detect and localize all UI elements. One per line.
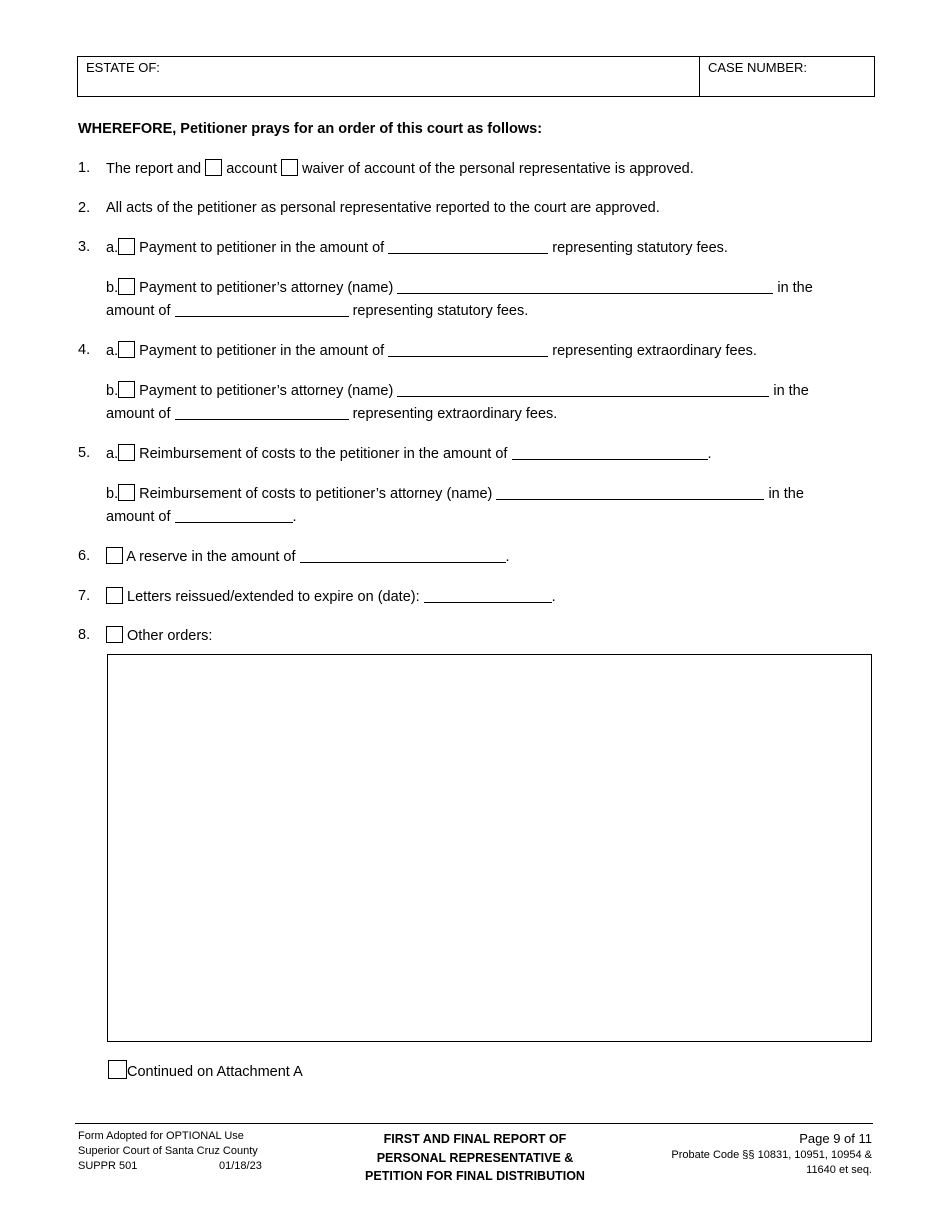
item-number: 7. — [78, 588, 91, 604]
reserve-checkbox[interactable] — [106, 547, 123, 564]
estate-of-field[interactable] — [78, 57, 700, 96]
item-letter: b. — [106, 280, 119, 296]
item-text: A reserve in the amount of — [126, 549, 296, 565]
item-text: representing extraordinary fees. — [352, 406, 558, 422]
item-text: Payment to petitioner’s attorney (name) — [139, 280, 394, 296]
item-letter: b. — [106, 486, 119, 502]
item-text: in the — [768, 486, 804, 502]
item-5b-checkbox[interactable] — [118, 484, 135, 501]
item-text: . — [505, 549, 510, 565]
item-text: amount of — [106, 509, 171, 525]
attorney-statutory-amount-field[interactable] — [175, 302, 349, 317]
item-text: representing statutory fees. — [352, 303, 529, 319]
item-8 — [106, 626, 212, 645]
item-text: account — [226, 161, 277, 177]
item-3b-cont — [106, 302, 528, 320]
item-text: The report and — [106, 161, 202, 177]
item-6 — [106, 547, 510, 566]
item-text: Other orders: — [127, 628, 213, 644]
item-5b — [106, 484, 804, 503]
item-4a-checkbox[interactable] — [118, 341, 135, 358]
item-1 — [106, 159, 694, 178]
caption-box — [77, 56, 875, 97]
page-number: Page 9 of 11 — [799, 1131, 872, 1146]
item-text: . — [551, 589, 556, 605]
item-text: representing statutory fees. — [552, 240, 728, 256]
prayer-heading: WHEREFORE, Petitioner prays for an order of this court as follows: — [78, 121, 543, 137]
item-letter: a. — [106, 446, 119, 462]
footer-divider — [75, 1123, 873, 1124]
probate-code-text: Probate Code §§ 10831, 10951, 10954 & — [671, 1149, 872, 1161]
attorney-name-field[interactable] — [496, 485, 764, 500]
item-number: 8. — [78, 627, 91, 643]
court-name-text: Superior Court of Santa Cruz County — [78, 1145, 258, 1157]
item-text: amount of — [106, 406, 171, 422]
form-title — [325, 1130, 625, 1186]
report-checkbox[interactable] — [205, 159, 222, 176]
item-number: 3. — [78, 239, 91, 255]
item-5a — [106, 444, 712, 463]
continued-checkbox[interactable] — [108, 1060, 127, 1079]
item-4b-checkbox[interactable] — [118, 381, 135, 398]
estate-of-label: ESTATE OF: — [86, 60, 160, 75]
form-title-line: FIRST AND FINAL REPORT OF — [383, 1132, 567, 1146]
item-text: Payment to petitioner in the amount of — [139, 343, 385, 359]
item-text: Payment to petitioner in the amount of — [139, 240, 385, 256]
form-adopted-text: Form Adopted for OPTIONAL Use — [78, 1130, 244, 1142]
item-text: in the — [773, 383, 809, 399]
attorney-name-field[interactable] — [397, 279, 773, 294]
item-letter: b. — [106, 383, 119, 399]
item-text: Payment to petitioner’s attorney (name) — [139, 383, 394, 399]
reimbursement-amount-field[interactable] — [512, 445, 708, 460]
item-4b-cont — [106, 405, 557, 423]
item-3b-checkbox[interactable] — [118, 278, 135, 295]
item-7 — [106, 587, 556, 606]
other-orders-textarea[interactable] — [107, 654, 872, 1042]
continued-label: Continued on Attachment A — [127, 1064, 303, 1080]
form-date-text: 01/18/23 — [219, 1160, 262, 1172]
item-3b — [106, 278, 813, 297]
item-5a-checkbox[interactable] — [118, 444, 135, 461]
item-number: 1. — [78, 160, 91, 176]
extraordinary-fee-amount-field[interactable] — [388, 342, 548, 357]
item-text: Letters reissued/extended to expire on (date): — [127, 589, 420, 605]
item-letter: a. — [106, 343, 119, 359]
case-number-field[interactable] — [700, 57, 876, 96]
footer-right — [600, 1130, 872, 1178]
item-number: 2. — [78, 200, 91, 216]
attorney-name-field[interactable] — [397, 382, 769, 397]
item-number: 4. — [78, 342, 91, 358]
item-4b — [106, 381, 809, 400]
item-4a — [106, 341, 757, 360]
item-text: in the — [777, 280, 813, 296]
statutory-fee-amount-field[interactable] — [388, 239, 548, 254]
case-number-label: CASE NUMBER: — [708, 60, 807, 75]
item-number: 6. — [78, 548, 91, 564]
attorney-reimbursement-amount-field[interactable] — [175, 508, 293, 523]
item-text: representing extraordinary fees. — [552, 343, 757, 359]
continued-row — [108, 1060, 303, 1081]
item-text: . — [292, 509, 297, 525]
item-text: Reimbursement of costs to the petitioner in the amount of — [139, 446, 508, 462]
expiration-date-field[interactable] — [424, 588, 552, 603]
item-number: 5. — [78, 445, 91, 461]
form-title-line: PETITION FOR FINAL DISTRIBUTION — [365, 1169, 585, 1183]
item-2-text: All acts of the petitioner as personal representative reported to the court are approved. — [106, 200, 660, 216]
item-3a-checkbox[interactable] — [118, 238, 135, 255]
form-number-text: SUPPR 501 — [78, 1160, 138, 1172]
item-text: waiver of account of the personal representative is approved. — [302, 161, 694, 177]
probate-code-text: 11640 et seq. — [806, 1164, 872, 1176]
attorney-extraordinary-amount-field[interactable] — [175, 405, 349, 420]
item-3a — [106, 238, 728, 257]
other-orders-checkbox[interactable] — [106, 626, 123, 643]
item-text: . — [707, 446, 712, 462]
item-letter: a. — [106, 240, 119, 256]
item-text: amount of — [106, 303, 171, 319]
account-checkbox[interactable] — [281, 159, 298, 176]
item-text: Reimbursement of costs to petitioner’s attorney (name) — [139, 486, 493, 502]
item-5b-cont — [106, 508, 297, 526]
reserve-amount-field[interactable] — [300, 548, 506, 563]
letters-checkbox[interactable] — [106, 587, 123, 604]
form-title-line: PERSONAL REPRESENTATIVE & — [376, 1150, 574, 1165]
